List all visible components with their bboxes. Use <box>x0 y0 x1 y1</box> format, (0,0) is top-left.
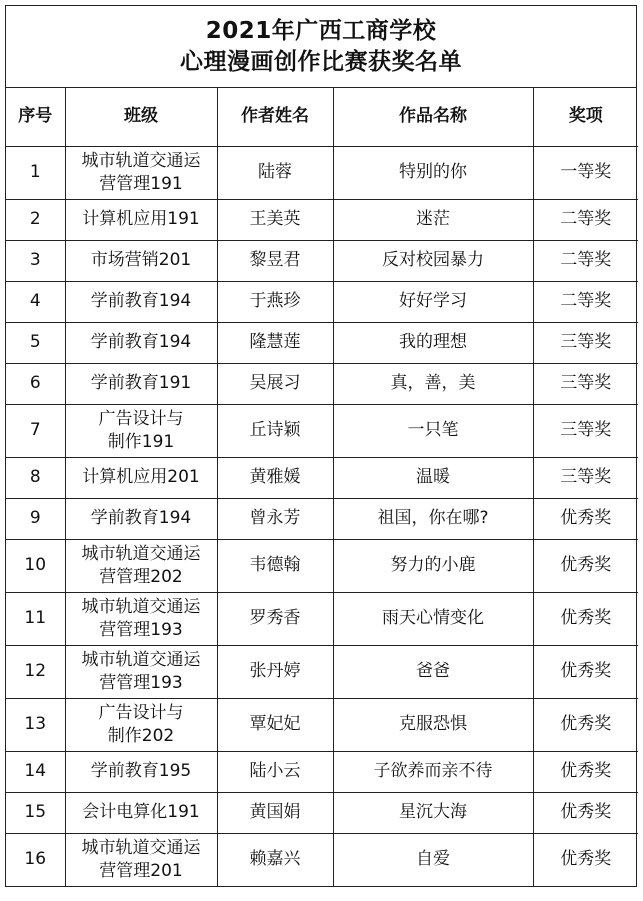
table-row <box>6 281 638 322</box>
cell-class: 城市轨道交通运 营管理193 <box>65 592 217 645</box>
table-row <box>6 539 638 592</box>
award-list-sheet <box>5 5 637 887</box>
cell-award: 优秀奖 <box>533 698 638 751</box>
cell-author: 韦德翰 <box>217 539 333 592</box>
cell-author: 黄雅媛 <box>217 457 333 498</box>
title-line-1: 2021年广西工商学校 <box>205 18 437 44</box>
table-row <box>6 833 638 886</box>
cell-num: 3 <box>6 240 65 281</box>
cell-num: 5 <box>6 322 65 363</box>
cell-award: 优秀奖 <box>533 498 638 539</box>
title-block <box>6 6 636 88</box>
cell-class: 城市轨道交通运 营管理202 <box>65 539 217 592</box>
cell-class: 会计电算化191 <box>65 792 217 833</box>
table-row <box>6 404 638 457</box>
cell-class: 计算机应用201 <box>65 457 217 498</box>
cell-work: 子欲养而亲不待 <box>333 751 533 792</box>
cell-num: 16 <box>6 833 65 886</box>
cell-author: 黄国娟 <box>217 792 333 833</box>
cell-work: 好好学习 <box>333 281 533 322</box>
cell-work: 特别的你 <box>333 146 533 199</box>
cell-class: 城市轨道交通运 营管理201 <box>65 833 217 886</box>
table-row <box>6 698 638 751</box>
cell-author: 曾永芳 <box>217 498 333 539</box>
cell-class: 城市轨道交通运 营管理191 <box>65 146 217 199</box>
table-row <box>6 199 638 240</box>
cell-author: 陆蓉 <box>217 146 333 199</box>
header-author: 作者姓名 <box>217 88 333 146</box>
cell-award: 三等奖 <box>533 457 638 498</box>
table-row <box>6 498 638 539</box>
cell-num: 6 <box>6 363 65 404</box>
cell-num: 9 <box>6 498 65 539</box>
cell-work: 祖国，你在哪? <box>333 498 533 539</box>
cell-class: 学前教育194 <box>65 322 217 363</box>
header-class: 班级 <box>65 88 217 146</box>
cell-work: 我的理想 <box>333 322 533 363</box>
table-body <box>6 146 638 886</box>
cell-award: 优秀奖 <box>533 539 638 592</box>
cell-author: 于燕珍 <box>217 281 333 322</box>
cell-author: 罗秀香 <box>217 592 333 645</box>
header-row <box>6 88 638 146</box>
cell-work: 雨天心情变化 <box>333 592 533 645</box>
cell-author: 赖嘉兴 <box>217 833 333 886</box>
header-award: 奖项 <box>533 88 638 146</box>
cell-award: 优秀奖 <box>533 751 638 792</box>
table-row <box>6 146 638 199</box>
cell-class: 广告设计与 制作191 <box>65 404 217 457</box>
cell-author: 吴展习 <box>217 363 333 404</box>
cell-num: 13 <box>6 698 65 751</box>
cell-num: 10 <box>6 539 65 592</box>
cell-num: 1 <box>6 146 65 199</box>
cell-award: 二等奖 <box>533 240 638 281</box>
table-row <box>6 363 638 404</box>
cell-award: 三等奖 <box>533 363 638 404</box>
cell-award: 三等奖 <box>533 404 638 457</box>
cell-class: 学前教育194 <box>65 498 217 539</box>
award-table <box>6 88 638 886</box>
cell-work: 一只笔 <box>333 404 533 457</box>
cell-author: 丘诗颖 <box>217 404 333 457</box>
cell-award: 三等奖 <box>533 322 638 363</box>
table-row <box>6 592 638 645</box>
cell-author: 覃妃妃 <box>217 698 333 751</box>
cell-award: 优秀奖 <box>533 592 638 645</box>
cell-work: 克服恐惧 <box>333 698 533 751</box>
table-row <box>6 751 638 792</box>
cell-class: 学前教育195 <box>65 751 217 792</box>
table-row <box>6 792 638 833</box>
table-row <box>6 322 638 363</box>
cell-num: 15 <box>6 792 65 833</box>
cell-author: 黎昱君 <box>217 240 333 281</box>
cell-num: 2 <box>6 199 65 240</box>
cell-work: 真，善，美 <box>333 363 533 404</box>
cell-award: 优秀奖 <box>533 645 638 698</box>
cell-class: 计算机应用191 <box>65 199 217 240</box>
cell-author: 隆慧莲 <box>217 322 333 363</box>
cell-author: 张丹婷 <box>217 645 333 698</box>
title-line-2: 心理漫画创作比赛获奖名单 <box>180 49 462 75</box>
cell-award: 二等奖 <box>533 199 638 240</box>
cell-class: 市场营销201 <box>65 240 217 281</box>
header-num: 序号 <box>6 88 65 146</box>
cell-num: 4 <box>6 281 65 322</box>
cell-work: 反对校园暴力 <box>333 240 533 281</box>
cell-class: 广告设计与 制作202 <box>65 698 217 751</box>
cell-work: 自爱 <box>333 833 533 886</box>
cell-class: 学前教育191 <box>65 363 217 404</box>
table-row <box>6 645 638 698</box>
cell-num: 12 <box>6 645 65 698</box>
cell-work: 努力的小鹿 <box>333 539 533 592</box>
table-row <box>6 457 638 498</box>
header-work: 作品名称 <box>333 88 533 146</box>
cell-num: 8 <box>6 457 65 498</box>
cell-num: 14 <box>6 751 65 792</box>
cell-award: 一等奖 <box>533 146 638 199</box>
cell-award: 优秀奖 <box>533 792 638 833</box>
cell-author: 陆小云 <box>217 751 333 792</box>
cell-work: 迷茫 <box>333 199 533 240</box>
cell-num: 11 <box>6 592 65 645</box>
table-row <box>6 240 638 281</box>
cell-work: 温暖 <box>333 457 533 498</box>
cell-author: 王美英 <box>217 199 333 240</box>
cell-award: 优秀奖 <box>560 849 612 870</box>
cell-num: 7 <box>6 404 65 457</box>
cell-award: 二等奖 <box>533 281 638 322</box>
cell-work: 爸爸 <box>333 645 533 698</box>
cell-class: 城市轨道交通运 营管理193 <box>65 645 217 698</box>
cell-work: 星沉大海 <box>333 792 533 833</box>
cell-class: 学前教育194 <box>65 281 217 322</box>
